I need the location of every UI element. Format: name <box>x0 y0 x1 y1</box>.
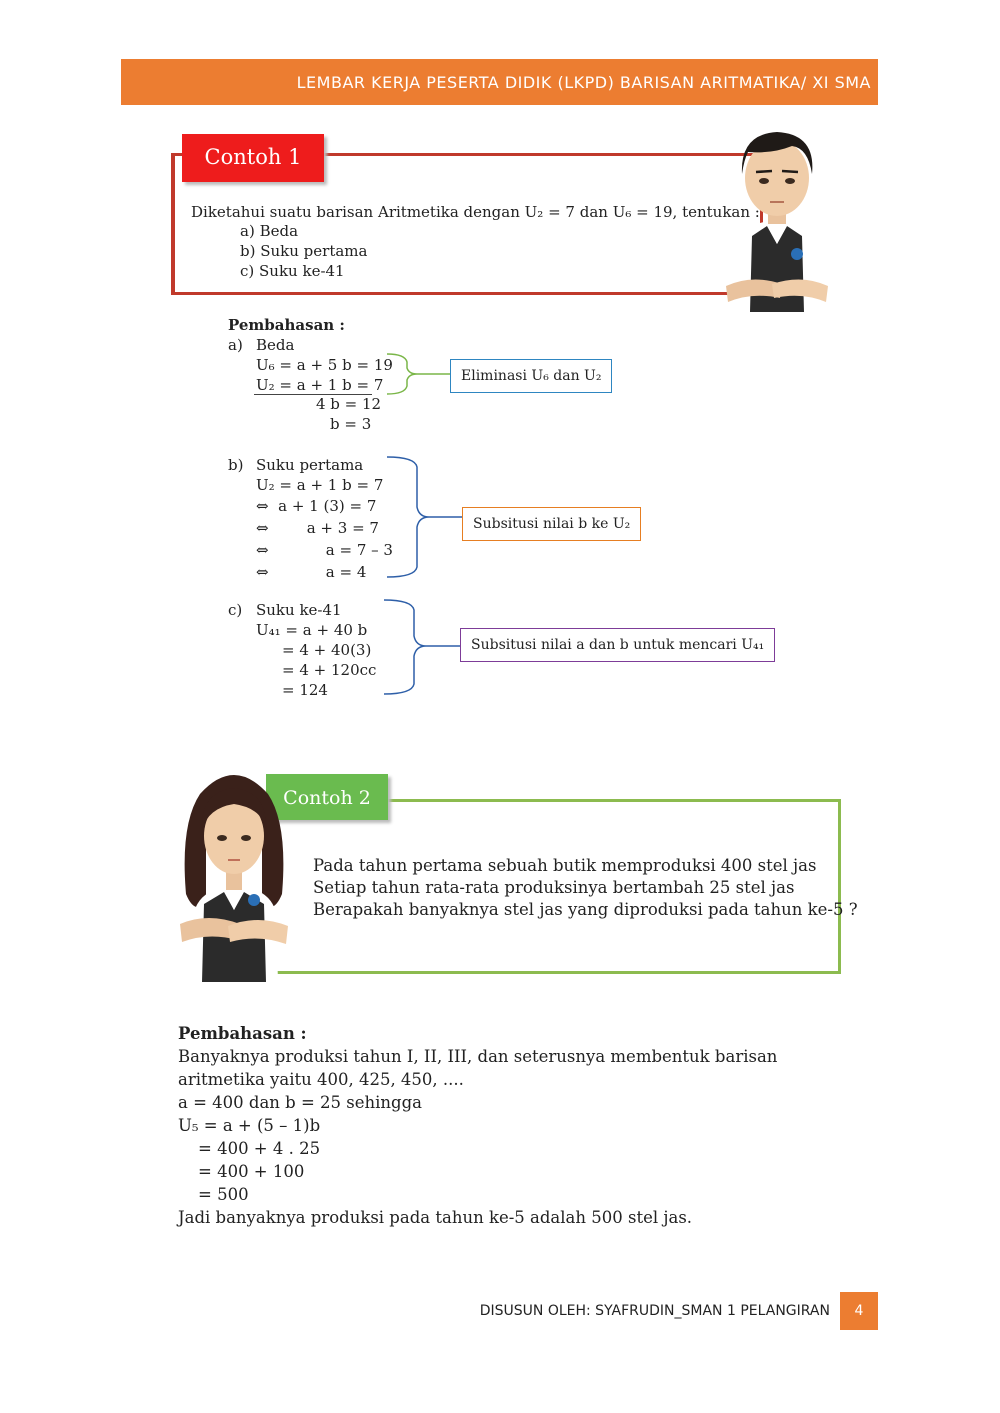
example1-question: Diketahui suatu barisan Aritmetika dengan U₂ = 7 dan U₆ = 19, tentukan : <box>191 203 760 221</box>
header-bar <box>121 59 878 105</box>
solution1-a-line: 4 b = 12 <box>316 395 382 413</box>
solution2-line: a = 400 dan b = 25 sehingga <box>178 1093 423 1112</box>
example1-tag: Contoh 1 <box>182 134 324 182</box>
example2-line: Setiap tahun rata-rata produksinya bertambah 25 stel jas <box>313 878 795 897</box>
solution2-heading: Pembahasan : <box>178 1024 307 1043</box>
page-number: 4 <box>840 1292 878 1330</box>
solution1-a-title: Beda <box>256 336 295 354</box>
girl-character <box>178 764 290 982</box>
solution2-conclusion: Jadi banyaknya produksi pada tahun ke-5 adalah 500 stel jas. <box>178 1208 693 1227</box>
solution2-line: Banyaknya produksi tahun I, II, III, dan seterusnya membentuk barisan <box>178 1047 778 1066</box>
footer-author: DISUSUN OLEH: SYAFRUDIN_SMAN 1 PELANGIRAN <box>479 1303 830 1319</box>
solution1-b-line: ⇔ a = 7 – 3 <box>256 541 393 559</box>
solution1-c-label: c) <box>228 601 243 619</box>
header-title: LEMBAR KERJA PESERTA DIDIK (LKPD) BARISAN ARITMATIKA/ XI SMA <box>296 73 871 92</box>
brace-a <box>385 352 455 396</box>
solution1-b-title: Suku pertama <box>256 456 364 474</box>
solution1-a-label: a) <box>228 336 243 354</box>
solution2-line: U₅ = a + (5 – 1)b <box>178 1116 321 1135</box>
solution1-heading: Pembahasan : <box>228 316 345 334</box>
note-a: Eliminasi U₆ dan U₂ <box>450 359 612 393</box>
brace-b <box>385 455 465 579</box>
example1-item-b: b) Suku pertama <box>240 242 368 260</box>
solution1-a-line: U₂ = a + 1 b = 7 <box>256 376 384 394</box>
solution1-c-line: U₄₁ = a + 40 b <box>256 621 368 639</box>
solution1-b-label: b) <box>228 456 244 474</box>
example2-tag: Contoh 2 <box>266 774 388 820</box>
solution1-c-line: = 4 + 40(3) <box>282 641 372 659</box>
solution2-line: aritmetika yaitu 400, 425, 450, .... <box>178 1070 464 1089</box>
solution2-line: = 500 <box>198 1185 249 1204</box>
solution2-line: = 400 + 4 . 25 <box>198 1139 321 1158</box>
solution1-b-line: ⇔ a + 3 = 7 <box>256 519 379 537</box>
example1-item-a: a) Beda <box>240 222 299 240</box>
solution1-a-line: b = 3 <box>330 415 372 433</box>
example1-item-c: c) Suku ke-41 <box>240 262 345 280</box>
solution1-a-line: U₆ = a + 5 b = 19 <box>256 356 393 374</box>
brace-c <box>382 598 464 696</box>
solution1-c-title: Suku ke-41 <box>256 601 342 619</box>
example2-line: Pada tahun pertama sebuah butik memproduksi 400 stel jas <box>313 856 817 875</box>
solution1-b-line: U₂ = a + 1 b = 7 <box>256 476 384 494</box>
note-c: Subsitusi nilai a dan b untuk mencari U₄₁ <box>460 628 775 662</box>
solution1-c-line: = 124 <box>282 681 328 699</box>
solution1-b-line: ⇔ a = 4 <box>256 563 367 581</box>
solution2-line: = 400 + 100 <box>198 1162 305 1181</box>
example2-line: Berapakah banyaknya stel jas yang diproduksi pada tahun ke-5 ? <box>313 900 858 919</box>
solution1-c-line: = 4 + 120cc <box>282 661 377 679</box>
solution1-b-line: ⇔ a + 1 (3) = 7 <box>256 497 377 515</box>
note-b: Subsitusi nilai b ke U₂ <box>462 507 641 541</box>
